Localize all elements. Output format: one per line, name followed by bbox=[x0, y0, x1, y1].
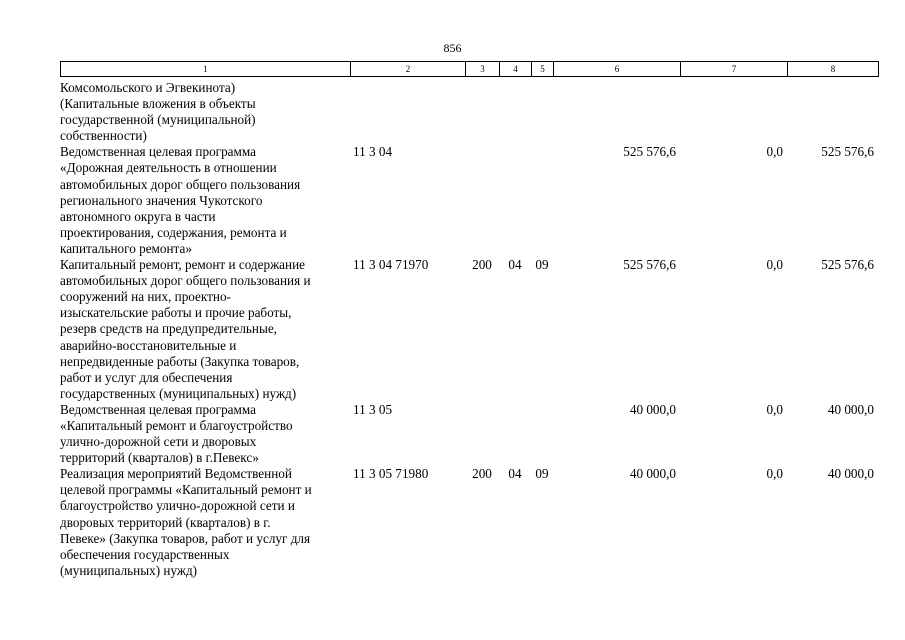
row-code: 11 3 05 71980 bbox=[353, 466, 429, 482]
row-col-7: 0,0 bbox=[766, 466, 783, 482]
row-name: Комсомольского и Эгвекинота) (Капитальные вложения в объекты государственной (муниципальной) собственности) bbox=[60, 80, 256, 144]
row-col-7 bbox=[680, 80, 787, 144]
row-col-6 bbox=[553, 80, 680, 144]
column-number-2: 2 bbox=[351, 62, 466, 77]
column-number-6: 6 bbox=[554, 62, 681, 77]
row-col-7: 0,0 bbox=[766, 144, 783, 160]
row-name: Капитальный ремонт, ремонт и содержание автомобильных дорог общего пользования и сооружений на них, проектно- изыскательские работы и прочие работы, резерв средств на предупредительные, аварийно-восстановительные и непредвиденные работы (Закупка товаров, работ и услуг для обеспечения государственных (муниципальных) нужд) bbox=[60, 257, 311, 401]
column-number-4: 4 bbox=[500, 62, 532, 77]
row-col-3: 200 bbox=[472, 466, 492, 482]
column-number-7: 7 bbox=[681, 62, 788, 77]
column-number-1: 1 bbox=[61, 62, 351, 77]
table-row bbox=[60, 466, 878, 579]
row-col-8: 525 576,6 bbox=[821, 257, 874, 273]
row-code: 11 3 04 bbox=[353, 144, 393, 160]
table-row bbox=[60, 80, 878, 144]
row-col-4: 04 bbox=[508, 466, 522, 482]
row-col-7: 0,0 bbox=[766, 401, 783, 417]
row-code: 11 3 04 71970 bbox=[353, 257, 429, 273]
row-name: Ведомственная целевая программа «Капитальный ремонт и благоустройство улично-дорожной сети и дворовых территорий (кварталов) в г.Певекс» bbox=[60, 401, 293, 466]
column-number-header bbox=[60, 61, 879, 77]
row-col-6: 525 576,6 bbox=[623, 144, 676, 160]
row-col-3 bbox=[465, 80, 499, 144]
table-row bbox=[60, 257, 878, 402]
row-col-4 bbox=[499, 144, 531, 257]
budget-table bbox=[60, 80, 878, 579]
row-col-4 bbox=[499, 80, 531, 144]
table-row bbox=[60, 144, 878, 257]
row-col-3 bbox=[465, 144, 499, 257]
row-col-6: 40 000,0 bbox=[629, 466, 676, 482]
column-number-3: 3 bbox=[466, 62, 500, 77]
table-row bbox=[60, 402, 878, 466]
row-col-3: 200 bbox=[472, 257, 492, 273]
row-col-3 bbox=[465, 402, 499, 466]
row-col-8 bbox=[787, 80, 878, 144]
row-code: 11 3 05 bbox=[353, 401, 393, 417]
row-col-7: 0,0 bbox=[766, 257, 783, 273]
column-number-8: 8 bbox=[788, 62, 879, 77]
row-col-5 bbox=[531, 402, 553, 466]
row-col-5: 09 bbox=[535, 257, 549, 273]
row-col-5 bbox=[531, 80, 553, 144]
row-col-6: 40 000,0 bbox=[629, 401, 676, 417]
row-col-5: 09 bbox=[535, 466, 549, 482]
row-col-4: 04 bbox=[508, 257, 522, 273]
row-name: Ведомственная целевая программа «Дорожная деятельность в отношении автомобильных дорог общего пользования регионального значения Чукотского автономного округа в части проектирования, содержания, ремонта и капитального ремонта» bbox=[60, 144, 301, 256]
row-col-5 bbox=[531, 144, 553, 257]
row-name: Реализация мероприятий Ведомственной целевой программы «Капитальный ремонт и благоустройство улично-дорожной сети и дворовых территорий (кварталов) в г. Певеке» (Закупка товаров, работ и услуг для обеспечения государственных (муниципальных) нужд) bbox=[60, 466, 312, 578]
row-col-8: 40 000,0 bbox=[827, 466, 874, 482]
row-col-8: 40 000,0 bbox=[827, 401, 874, 417]
row-col-6: 525 576,6 bbox=[623, 257, 676, 273]
row-code bbox=[350, 80, 465, 144]
column-number-5: 5 bbox=[532, 62, 554, 77]
row-col-8: 525 576,6 bbox=[821, 144, 874, 160]
row-col-4 bbox=[499, 402, 531, 466]
page-number: 856 bbox=[443, 41, 462, 55]
